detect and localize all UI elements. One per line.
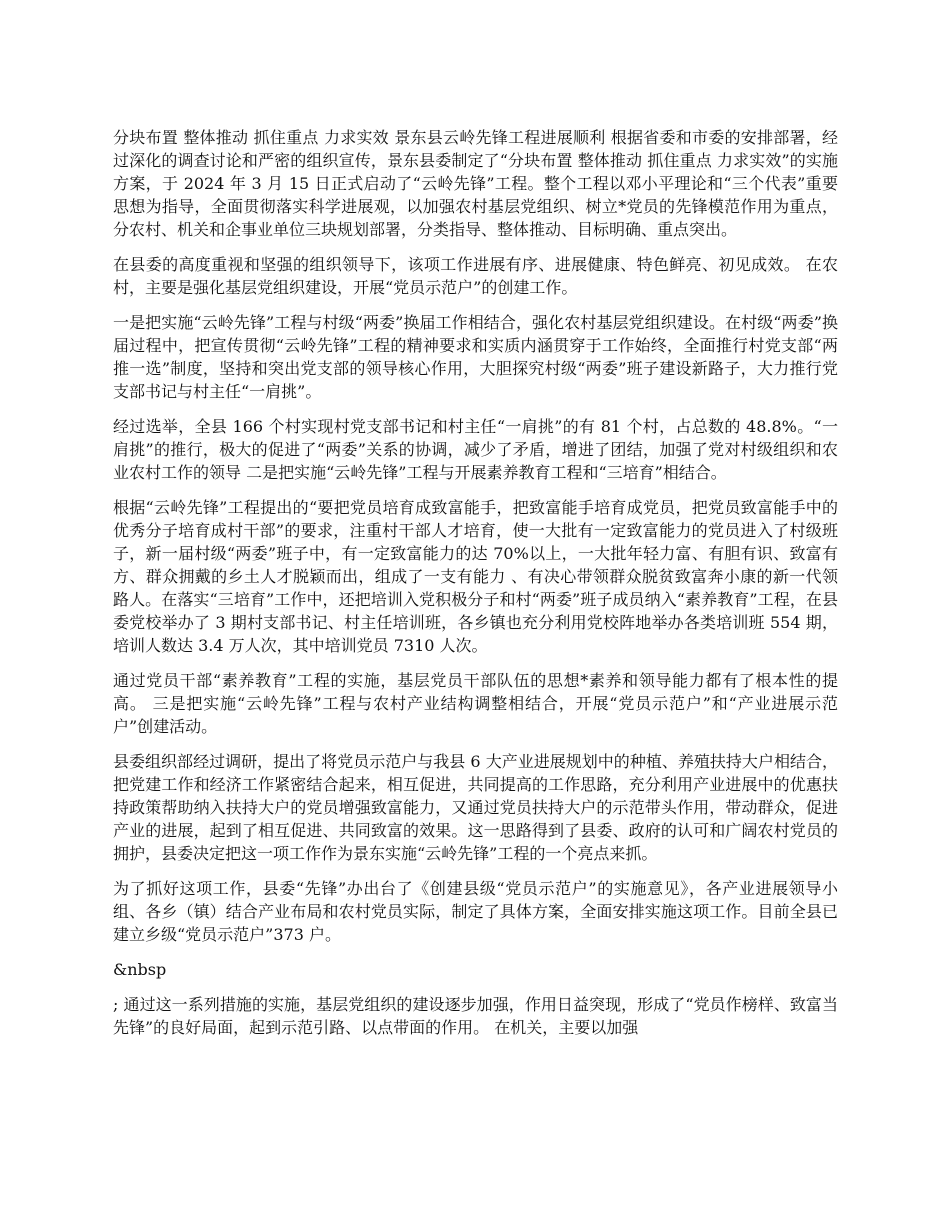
paragraph-4: 经过选举，全县 166 个村实现村党支部书记和村主任“一肩挑”的有 81 个村，占总数的 48.8%。“一肩挑”的推行，极大的促进了“两委”关系的协调，减少了矛盾，增进了团结，加强了党对村级组织和农业农村工作的领导 二是把实施“云岭先锋”工程与开展素养教育工程和“三培育”相结合。 [113, 417, 838, 482]
paragraph-1: 分块布置 整体推动 抓住重点 力求实效 景东县云岭先锋工程进展顺利 根据省委和市委的安排部署，经过深化的调查讨论和严密的组织宣传，景东县委制定了“分块布置 整体推动 抓住重点 力求实效”的实施方案，于 2024 年 3 月 15 日正式启动了“云岭先锋”工程。整个工程以邓小平理论和“三个代表”重要思想为指导，全面贯彻落实科学进展观，以加强农村基层党组织、树立*党员的先锋模范作用为重点，分农村、机关和企事业单位三块规划部署，分类指导、整体推动、目标明确、重点突出。 [113, 128, 838, 239]
paragraph-2: 在县委的高度重视和坚强的组织领导下，该项工作进展有序、进展健康、特色鲜亮、初见成效。 在农村，主要是强化基层党组织建设，开展“党员示范户”的创建工作。 [113, 255, 838, 297]
paragraph-3: 一是把实施“云岭先锋”工程与村级“两委”换届工作相结合，强化农村基层党组织建设。在村级“两委”换届过程中，把宣传贯彻“云岭先锋”工程的精神要求和实质内涵贯穿于工作始终，全面推行村党支部“两推一选”制度，坚持和突出党支部的领导核心作用，大胆探究村级“两委”班子建设新路子，大力推行党支部书记与村主任“一肩挑”。 [113, 313, 838, 401]
paragraph-7: 县委组织部经过调研，提出了将党员示范户与我县 6 大产业进展规划中的种植、养殖扶持大户相结合，把党建工作和经济工作紧密结合起来，相互促进，共同提高的工作思路，充分利用产业进展中的优惠扶持政策帮助纳入扶持大户的党员增强致富能力，又通过党员扶持大户的示范带头作用，带动群众，促进产业的进展，起到了相互促进、共同致富的效果。这一思路得到了县委、政府的认可和广阔农村党员的拥护，县委决定把这一项工作作为景东实施“云岭先锋”工程的一个亮点来抓。 [113, 752, 838, 863]
paragraph-9: &nbsp [113, 960, 167, 979]
paragraph-10: ; 通过这一系列措施的实施，基层党组织的建设逐步加强，作用日益突现，形成了“党员作榜样、致富当先锋”的良好局面，起到示范引路、以点带面的作用。 在机关，主要以加强 [113, 995, 838, 1037]
paragraph-8: 为了抓好这项工作，县委“先锋”办出台了《创建县级“党员示范户”的实施意见》，各产业进展领导小组、各乡（镇）结合产业布局和农村党员实际，制定了具体方案，全面安排实施这项工作。目前全县已建立乡级“党员示范户”373 户。 [113, 879, 838, 944]
paragraph-6: 通过党员干部“素养教育”工程的实施，基层党员干部队伍的思想*素养和领导能力都有了根本性的提高。 三是把实施“云岭先锋”工程与农村产业结构调整相结合，开展“党员示范户”和“产业进展示范户”创建活动。 [113, 671, 838, 736]
paragraph-5: 根据“云岭先锋”工程提出的“要把党员培育成致富能手，把致富能手培育成党员，把党员致富能手中的优秀分子培育成村干部”的要求，注重村干部人才培育，使一大批有一定致富能力的党员进入了村级班子，新一届村级“两委”班子中，有一定致富能力的达 70%以上，一大批年轻力富、有胆有识、致富有方、群众拥戴的乡土人才脱颖而出，组成了一支有能力 、有决心带领群众脱贫致富奔小康的新一代领路人。在落实“三培育”工作中，还把培训入党积极分子和村“两委”班子成员纳入“素养教育”工程，在县委党校举办了 3 期村支部书记、村主任培训班，各乡镇也充分利用党校阵地举办各类培训班 554 期，培训人数达 3.4 万人次，其中培训党员 7310 人次。 [113, 498, 838, 655]
document-body [113, 126, 838, 1051]
